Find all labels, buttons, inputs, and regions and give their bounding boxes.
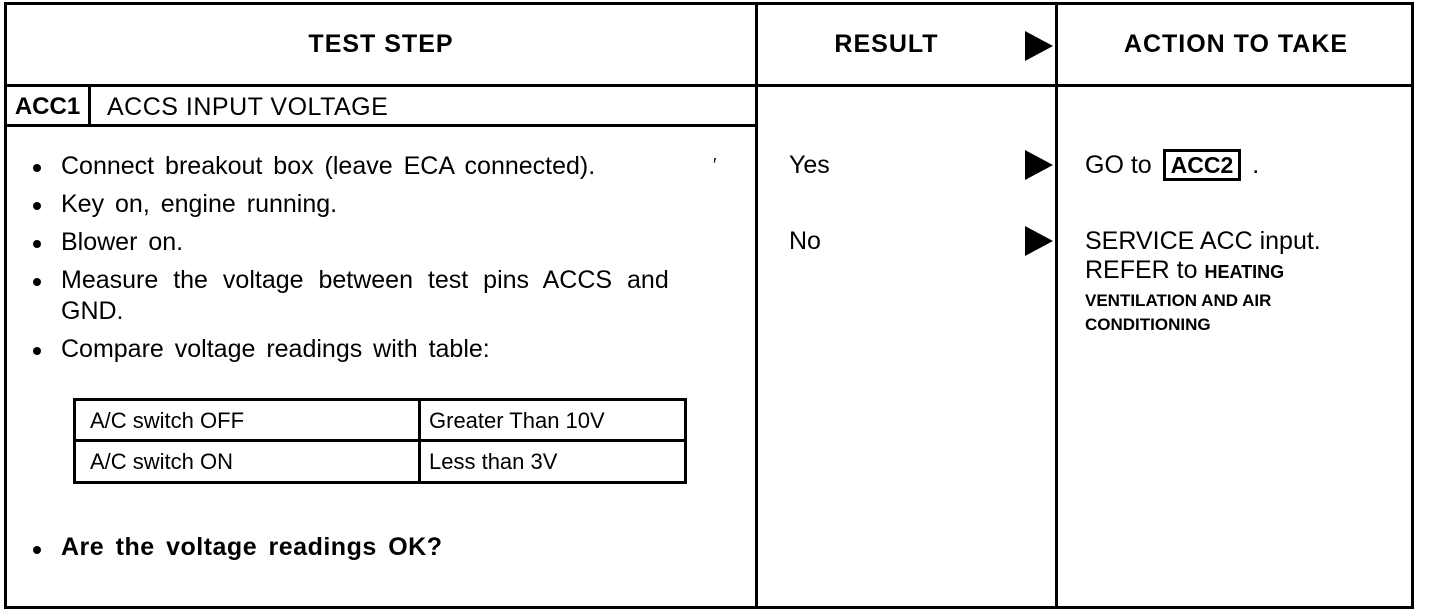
action-yes-prefix: GO to [1085, 151, 1152, 179]
voltage-table [73, 398, 687, 484]
table-row [76, 442, 684, 482]
column-divider [1055, 5, 1058, 606]
action-no-ref-line3: VENTILATION AND AIR [1085, 291, 1272, 310]
step-question: Are the voltage readings OK? [29, 533, 442, 562]
step-id: ACC1 [7, 87, 91, 127]
header-result: RESULT [834, 30, 939, 58]
header-action: ACTION TO TAKE [1123, 30, 1349, 58]
table-cell-value: Less than 3V [429, 449, 558, 474]
instruction-item: Compare voltage readings with table: [29, 334, 729, 365]
step-instructions [29, 151, 729, 372]
instruction-item: Connect breakout box (leave ECA connected). [29, 151, 729, 182]
action-yes-ref-link[interactable]: ACC2 [1163, 149, 1242, 181]
instruction-item: Blower on. [29, 227, 729, 258]
step-title: ACCS INPUT VOLTAGE [107, 92, 389, 121]
instruction-item: Measure the voltage between test pins ACCS and GND. [29, 265, 729, 327]
action-no-ref-line4: CONDITIONING [1085, 315, 1211, 334]
table-row [76, 401, 684, 441]
header-test-step: TEST STEP [308, 30, 454, 58]
action-no-ref-heating: HEATING [1204, 262, 1285, 282]
result-yes: Yes [789, 151, 830, 179]
table-cell-condition: A/C switch ON [76, 442, 421, 482]
test-step-table [4, 2, 1414, 609]
action-no [1085, 227, 1321, 337]
result-no-arrow-icon [1025, 226, 1053, 256]
result-yes-arrow-icon [1025, 150, 1053, 180]
result-no: No [789, 227, 821, 255]
action-yes [1085, 149, 1259, 181]
action-no-line1: SERVICE ACC input. [1085, 227, 1321, 255]
action-no-line2 [1085, 256, 1321, 287]
table-cell-value: Greater Than 10V [429, 408, 605, 433]
stray-mark: ′ [713, 155, 717, 175]
action-yes-suffix: . [1252, 151, 1260, 179]
step-header [7, 87, 755, 127]
action-no-refer: REFER to [1085, 256, 1198, 284]
header-arrow-icon [1025, 31, 1053, 61]
table-cell-condition: A/C switch OFF [76, 401, 421, 441]
instruction-item: Key on, engine running. [29, 189, 729, 220]
column-divider [755, 5, 758, 606]
